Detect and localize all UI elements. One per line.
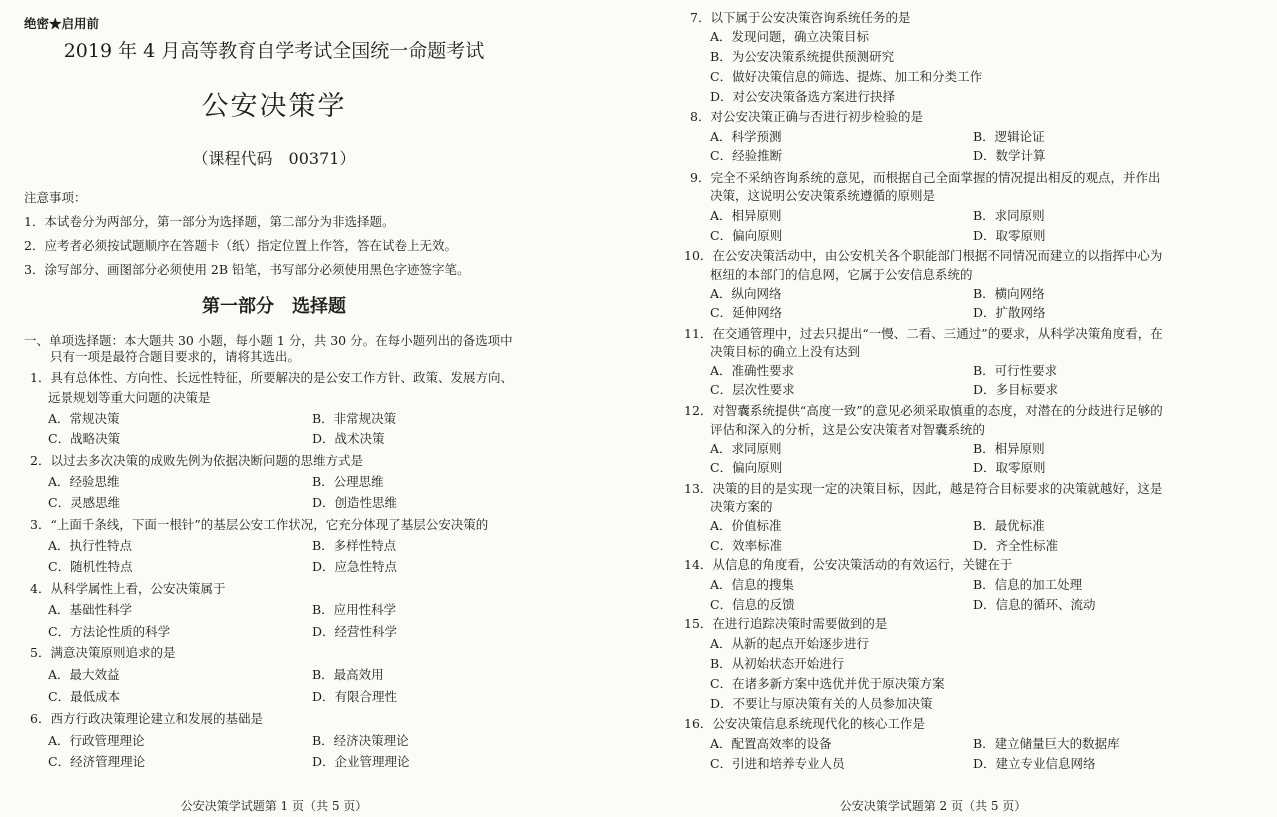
option-a: A．求同原则 <box>710 441 782 456</box>
question-stem: 4．从科学属性上看，公安决策属于 <box>30 581 226 596</box>
option-c: C．做好决策信息的筛选、提炼、加工和分类工作 <box>710 69 983 84</box>
question-stem: 1．具有总体性、方向性、长远性特征，所要解决的是公安工作方针、政策、发展方向、 <box>30 370 513 385</box>
option-d: D．战术决策 <box>312 431 385 446</box>
option-a: A．基础性科学 <box>48 602 133 617</box>
question-stem: 14．从信息的角度看，公安决策活动的有效运行，关键在于 <box>684 557 1013 572</box>
question-stem: 13．决策的目的是实现一定的决策目标，因此，越是符合目标要求的决策就越好，这是 <box>684 481 1163 496</box>
option-d: D．扩散网络 <box>973 305 1046 320</box>
option-c: C．战略决策 <box>48 431 121 446</box>
question-stem: 16．公安决策信息系统现代化的核心工作是 <box>684 716 925 731</box>
question-stem: 10．在公安决策活动中，由公安机关各个职能部门根据不同情况而建立的以指挥中心为 <box>684 248 1163 263</box>
option-b: B．应用性科学 <box>312 602 397 617</box>
option-c: C．在诸多新方案中选优并优于原决策方案 <box>710 676 945 691</box>
option-c: C．经验推断 <box>710 148 783 163</box>
option-d: D．对公安决策备选方案进行抉择 <box>710 89 896 104</box>
option-d: D．多目标要求 <box>973 382 1059 397</box>
question-stem: 决策目标的确立上没有达到 <box>710 344 861 359</box>
option-d: D．建立专业信息网络 <box>973 756 1096 771</box>
option-c: C．最低成本 <box>48 689 121 704</box>
option-a: A．配置高效率的设备 <box>710 736 832 751</box>
question-stem: 7．以下属于公安决策咨询系统任务的是 <box>690 10 911 25</box>
option-c: C．方法论性质的科学 <box>48 624 171 639</box>
note-item: 1．本试卷分为两部分，第一部分为选择题，第二部分为非选择题。 <box>24 214 395 229</box>
question-stem: 2．以过去多次决策的成败先例为依据决断问题的思维方式是 <box>30 453 363 468</box>
question-stem: 枢纽的本部门的信息网，它属于公安信息系统的 <box>710 267 973 282</box>
question-stem: 远景规划等重大问题的决策是 <box>48 390 211 405</box>
option-b: B．为公安决策系统提供预测研究 <box>710 49 895 64</box>
option-c: C．信息的反馈 <box>710 597 795 612</box>
option-a: A．信息的搜集 <box>710 577 795 592</box>
section-instruction: 只有一项是最符合题目要求的，请将其选出。 <box>50 349 301 364</box>
option-a: A．执行性特点 <box>48 538 133 553</box>
section-instruction: 一、单项选择题：本大题共 30 小题，每小题 1 分，共 30 分。在每小题列出的备选项中 <box>24 333 513 348</box>
notes-title: 注意事项： <box>24 190 87 205</box>
option-a: A．最大效益 <box>48 667 120 682</box>
option-d: D．数学计算 <box>973 148 1046 163</box>
option-a: A．相异原则 <box>710 208 782 223</box>
option-b: B．从初始状态开始进行 <box>710 656 845 671</box>
option-b: B．求同原则 <box>973 208 1045 223</box>
option-d: D．齐全性标准 <box>973 538 1059 553</box>
question-stem: 3．“上面千条线，下面一根针”的基层公安工作状况，它充分体现了基层公安决策的 <box>30 517 489 532</box>
option-c: C．偏向原则 <box>710 228 783 243</box>
option-b: B．横向网络 <box>973 286 1045 301</box>
option-b: B．多样性特点 <box>312 538 397 553</box>
question-stem: 决策方案的 <box>710 499 773 514</box>
page-footer: 公安决策学试题第 1 页（共 5 页） <box>180 799 368 813</box>
option-d: D．有限合理性 <box>312 689 398 704</box>
option-d: D．取零原则 <box>973 460 1046 475</box>
option-a: A．纵向网络 <box>710 286 782 301</box>
option-c: C．偏向原则 <box>710 460 783 475</box>
option-b: B．可行性要求 <box>973 363 1058 378</box>
option-b: B．最高效用 <box>312 667 384 682</box>
question-stem: 9．完全不采纳咨询系统的意见，而根据自己全面掌握的情况提出相反的观点，并作出 <box>690 170 1161 185</box>
subject-title: 公安决策学 <box>201 91 347 122</box>
option-d: D．不要让与原决策有关的人员参加决策 <box>710 696 933 711</box>
option-b: B．非常规决策 <box>312 411 397 426</box>
confidential-label: 绝密★启用前 <box>24 16 100 31</box>
option-d: D．经营性科学 <box>312 624 398 639</box>
option-a: A．科学预测 <box>710 129 782 144</box>
option-b: B．逻辑论证 <box>973 129 1045 144</box>
note-item: 3．涂写部分、画图部分必须使用 2B 铅笔，书写部分必须使用黑色字迹签字笔。 <box>24 262 470 277</box>
question-stem: 6．西方行政决策理论建立和发展的基础是 <box>30 711 263 726</box>
question-stem: 12．对智囊系统提供“高度一致”的意见必须采取慎重的态度，对潜在的分歧进行足够的 <box>684 403 1163 418</box>
option-d: D．取零原则 <box>973 228 1046 243</box>
page-footer: 公安决策学试题第 2 页（共 5 页） <box>839 799 1027 813</box>
question-stem: 决策，这说明公安决策系统遵循的原则是 <box>710 188 936 203</box>
option-c: C．随机性特点 <box>48 559 133 574</box>
option-a: A．从新的起点开始逐步进行 <box>710 636 870 651</box>
course-code: （课程代码 00371） <box>192 149 356 168</box>
option-c: C．经济管理理论 <box>48 754 146 769</box>
option-c: C．延伸网络 <box>710 305 783 320</box>
question-stem: 11．在交通管理中，过去只提出“一慢、二看、三通过”的要求，从科学决策角度看，在 <box>684 326 1163 341</box>
option-c: C．引进和培养专业人员 <box>710 756 845 771</box>
option-c: C．层次性要求 <box>710 382 795 397</box>
option-a: A．经验思维 <box>48 474 120 489</box>
option-a: A．准确性要求 <box>710 363 795 378</box>
option-b: B．相异原则 <box>973 441 1045 456</box>
exam-title: 2019 年 4 月高等教育自学考试全国统一命题考试 <box>63 40 485 62</box>
option-b: B．最优标准 <box>973 518 1045 533</box>
option-a: A．常规决策 <box>48 411 120 426</box>
option-a: A．发现问题，确立决策目标 <box>710 29 870 44</box>
option-d: D．信息的循环、流动 <box>973 597 1096 612</box>
option-a: A．价值标准 <box>710 518 782 533</box>
option-b: B．公理思维 <box>312 474 384 489</box>
option-d: D．创造性思维 <box>312 495 398 510</box>
option-d: D．应急性特点 <box>312 559 398 574</box>
option-c: C．灵感思维 <box>48 495 121 510</box>
question-stem: 5．满意决策原则追求的是 <box>30 645 176 660</box>
option-b: B．信息的加工处理 <box>973 577 1083 592</box>
question-stem: 评估和深入的分析，这是公安决策者对智囊系统的 <box>710 422 986 437</box>
option-b: B．经济决策理论 <box>312 733 409 748</box>
part-title: 第一部分 选择题 <box>202 296 346 317</box>
option-a: A．行政管理理论 <box>48 733 145 748</box>
question-stem: 8．对公安决策正确与否进行初步检验的是 <box>690 109 923 124</box>
note-item: 2．应考者必须按试题顺序在答题卡（纸）指定位置上作答，答在试卷上无效。 <box>24 238 457 253</box>
option-c: C．效率标准 <box>710 538 783 553</box>
option-d: D．企业管理理论 <box>312 754 410 769</box>
option-b: B．建立储量巨大的数据库 <box>973 736 1120 751</box>
question-stem: 15．在进行追踪决策时需要做到的是 <box>684 616 888 631</box>
